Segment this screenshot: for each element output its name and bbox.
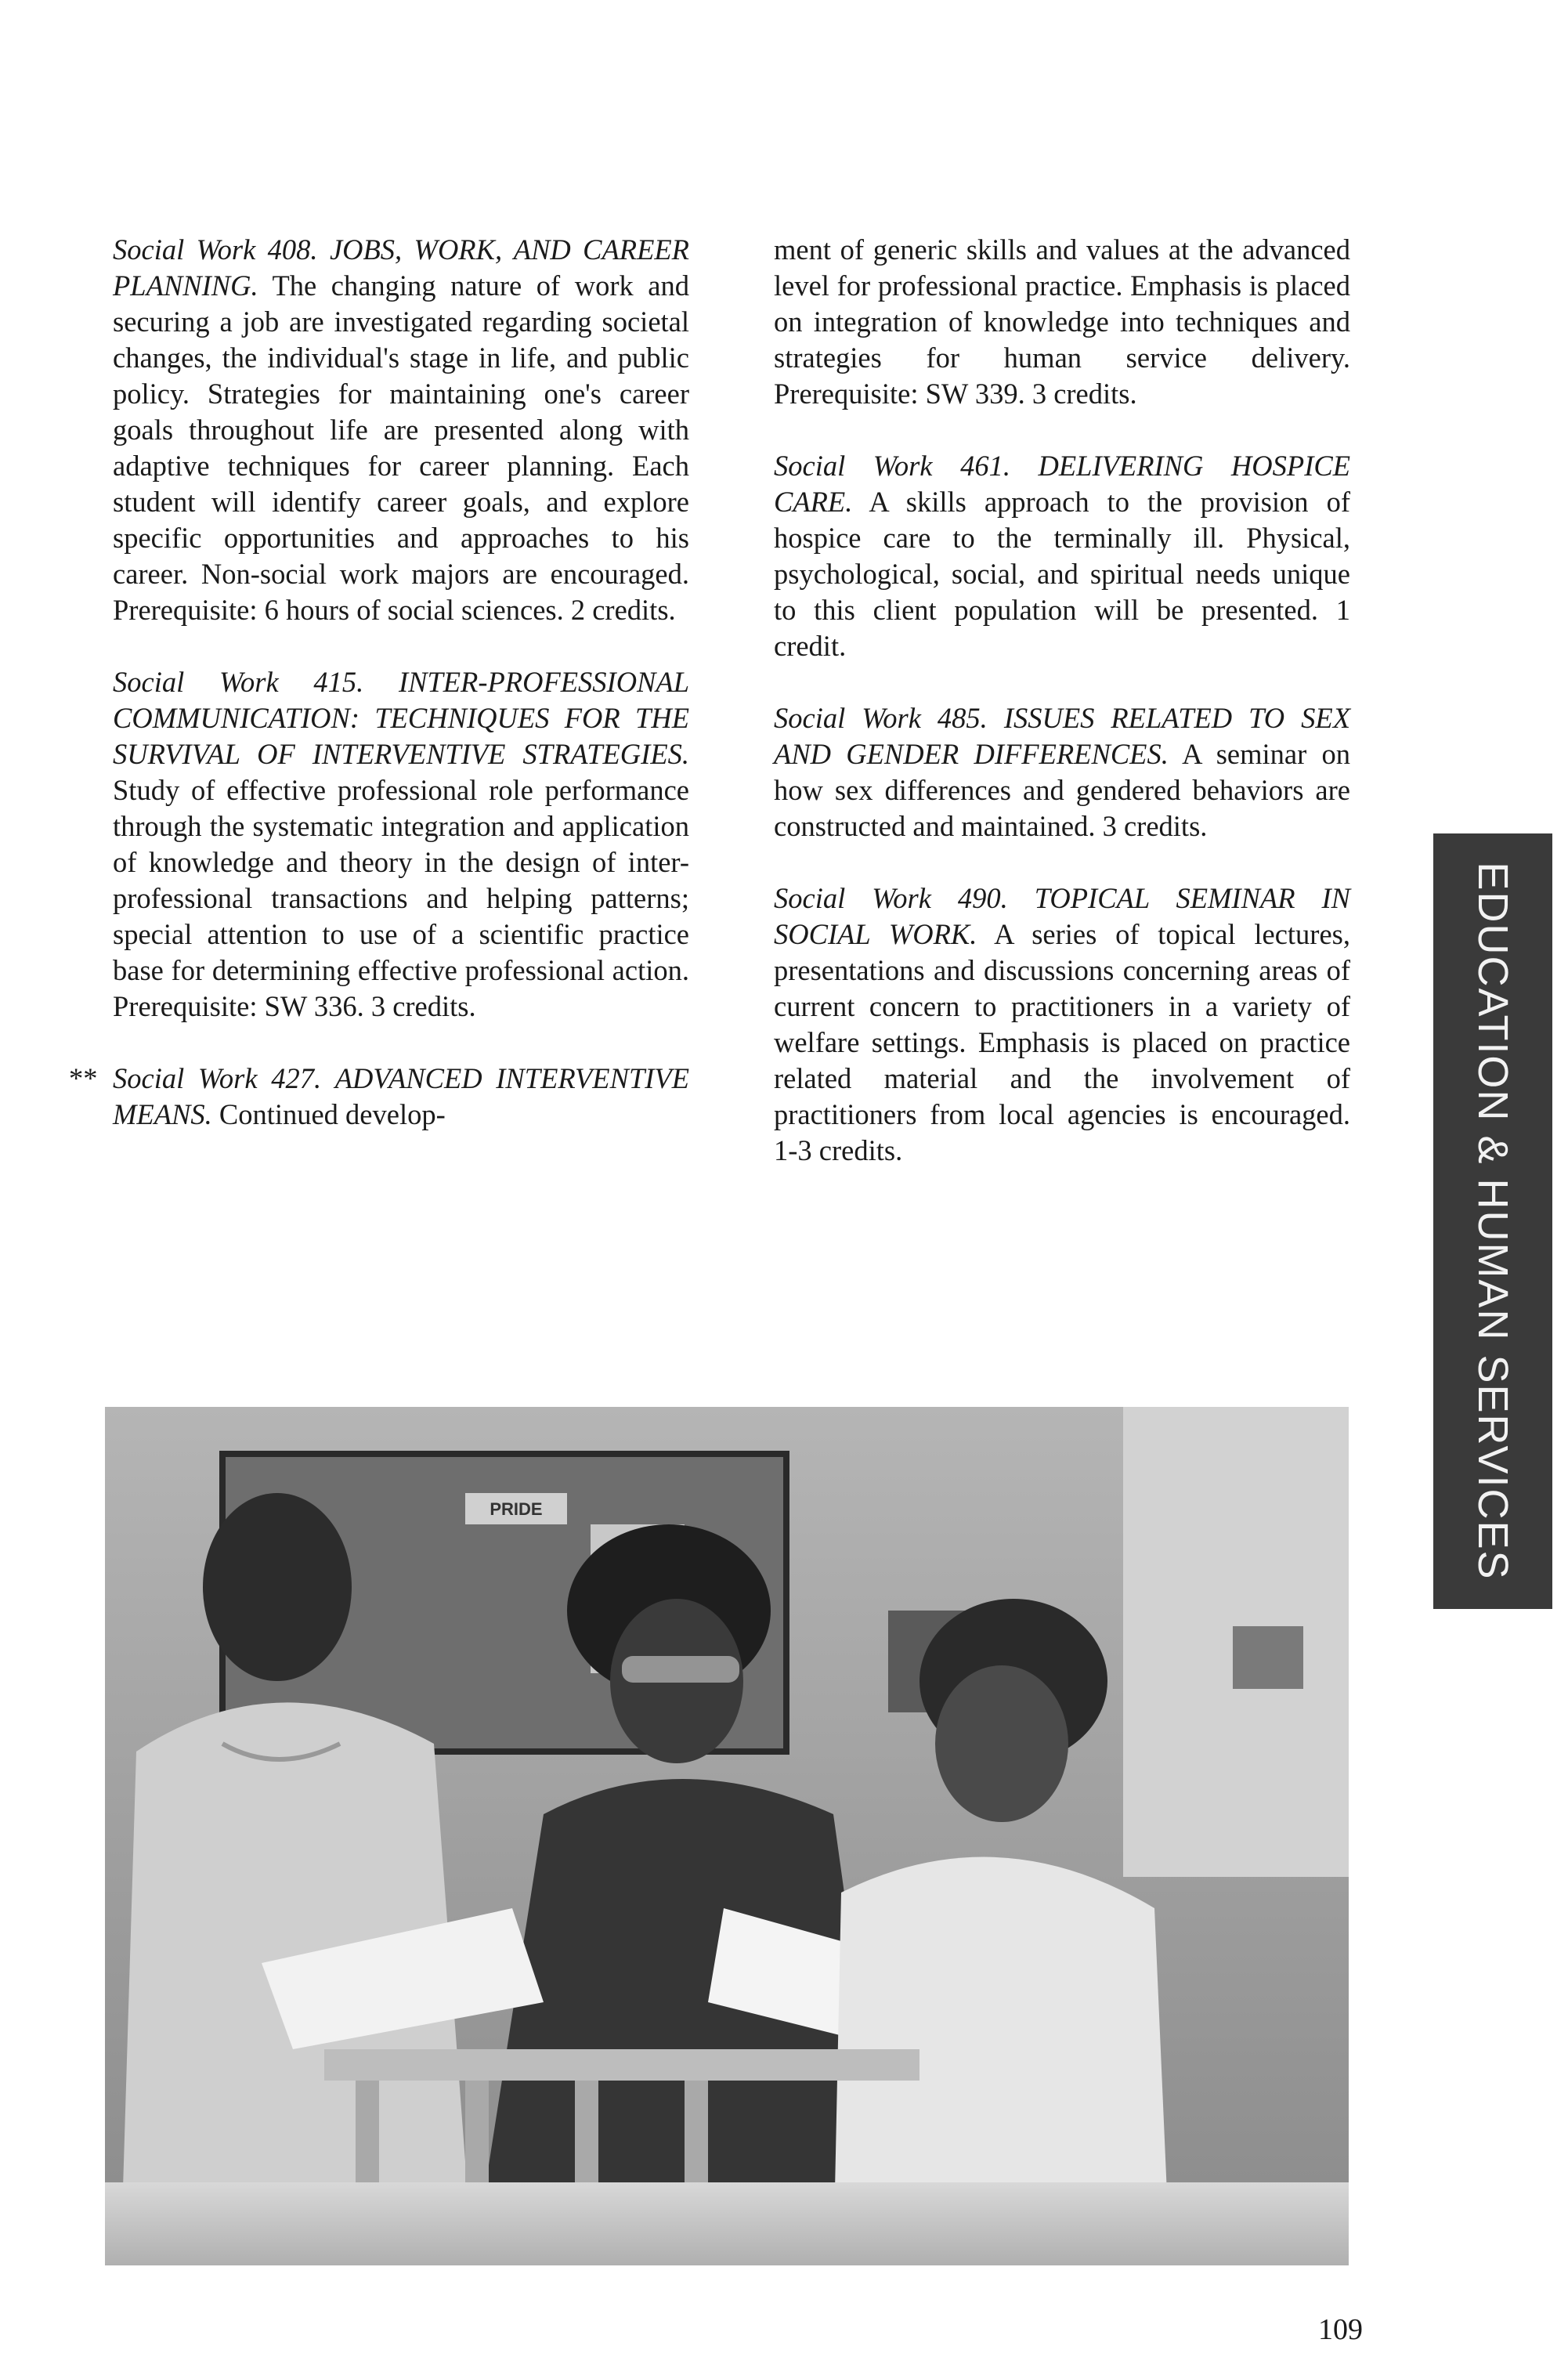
course-description: A seminar on how sex differences and gendered behaviors are constructed and maintained. 3 credits. — [774, 738, 1351, 842]
course-title: DELIVERING HOSPICE CARE. — [774, 450, 1350, 518]
classroom-photo-illustration — [105, 1407, 1349, 2265]
course-number: Social Work 408. — [113, 233, 318, 266]
course-entry-sw408 — [113, 232, 689, 628]
course-title: ISSUES RELATED TO SEX AND GENDER DIFFERENCES. — [774, 702, 1350, 770]
footnote-marker: ** — [69, 1062, 98, 1094]
course-description: Study of effective professional role performance through the systematic integration and application of knowledge and theory in the design of inter-professional transactions and helping patterns; special attention to use of a scientific practice base for determining effective professional action. Prerequisite: SW 336. 3 credits. — [113, 774, 689, 1022]
course-entry-sw490 — [774, 880, 1350, 1169]
course-number: Social Work 461. — [774, 450, 1010, 482]
course-description: The changing nature of work and securing a job are investigated regarding societal changes, the individual's stage in life, and public policy. Strategies for maintaining one's career goals throughout life are presented along with adaptive techniques for career planning. Each student will identify career goals, and explore specific opportunities and approaches to his career. Non-social work majors are encouraged. Prerequisite: 6 hours of social sciences. 2 credits. — [113, 269, 689, 626]
left-column — [69, 232, 689, 1169]
right-column — [774, 232, 1350, 1205]
course-number: Social Work 415. — [113, 666, 364, 698]
course-description: A series of topical lectures, presentations and discussions concerning areas of current concern to practitioners in a variety of welfare settings. Emphasis is placed on practice related material and the involvement of practitioners from local agencies is encouraged. 1-3 credits. — [774, 918, 1350, 1166]
course-title: JOBS, WORK, AND CAREER PLANNING. — [113, 233, 689, 302]
course-description: A skills approach to the provision of hospice care to the terminally ill. Physical, psychological, social, and spiritual needs unique to this client population will be presented. 1 credit. — [774, 486, 1350, 662]
classroom-photo — [105, 1407, 1349, 2265]
course-title: INTER-PROFESSIONAL COMMUNICATION: TECHNIQUES FOR THE SURVIVAL OF INTERVENTIVE STRATEGIES. — [113, 666, 689, 770]
course-entry-sw415 — [113, 664, 689, 1025]
course-description: ment of generic skills and values at the advanced level for professional practice. Emphasis is placed on integration of knowledge into techniques and strategies for human service delivery. Prerequisite: SW 339. 3 credits. — [774, 233, 1350, 410]
course-entry-sw485 — [774, 700, 1350, 844]
section-side-tab — [1433, 833, 1552, 1609]
course-entry-sw461 — [774, 448, 1350, 664]
course-title: TOPICAL SEMINAR IN SOCIAL WORK. — [774, 882, 1350, 950]
course-number: Social Work 490. — [774, 882, 1008, 914]
course-number: Social Work 427. — [113, 1062, 322, 1094]
course-number: Social Work 485. — [774, 702, 988, 734]
bulletin-board-sign: PRIDE — [490, 1499, 543, 1519]
page-number: 109 — [1318, 2313, 1363, 2346]
course-title: ADVANCED INTERVENTIVE MEANS. — [113, 1062, 689, 1130]
course-entry-sw427-continued — [774, 232, 1350, 412]
course-description: Continued develop- — [211, 1098, 446, 1130]
course-entry-sw427 — [69, 1061, 689, 1133]
section-side-tab-label: EDUCATION & HUMAN SERVICES — [1469, 862, 1516, 1581]
